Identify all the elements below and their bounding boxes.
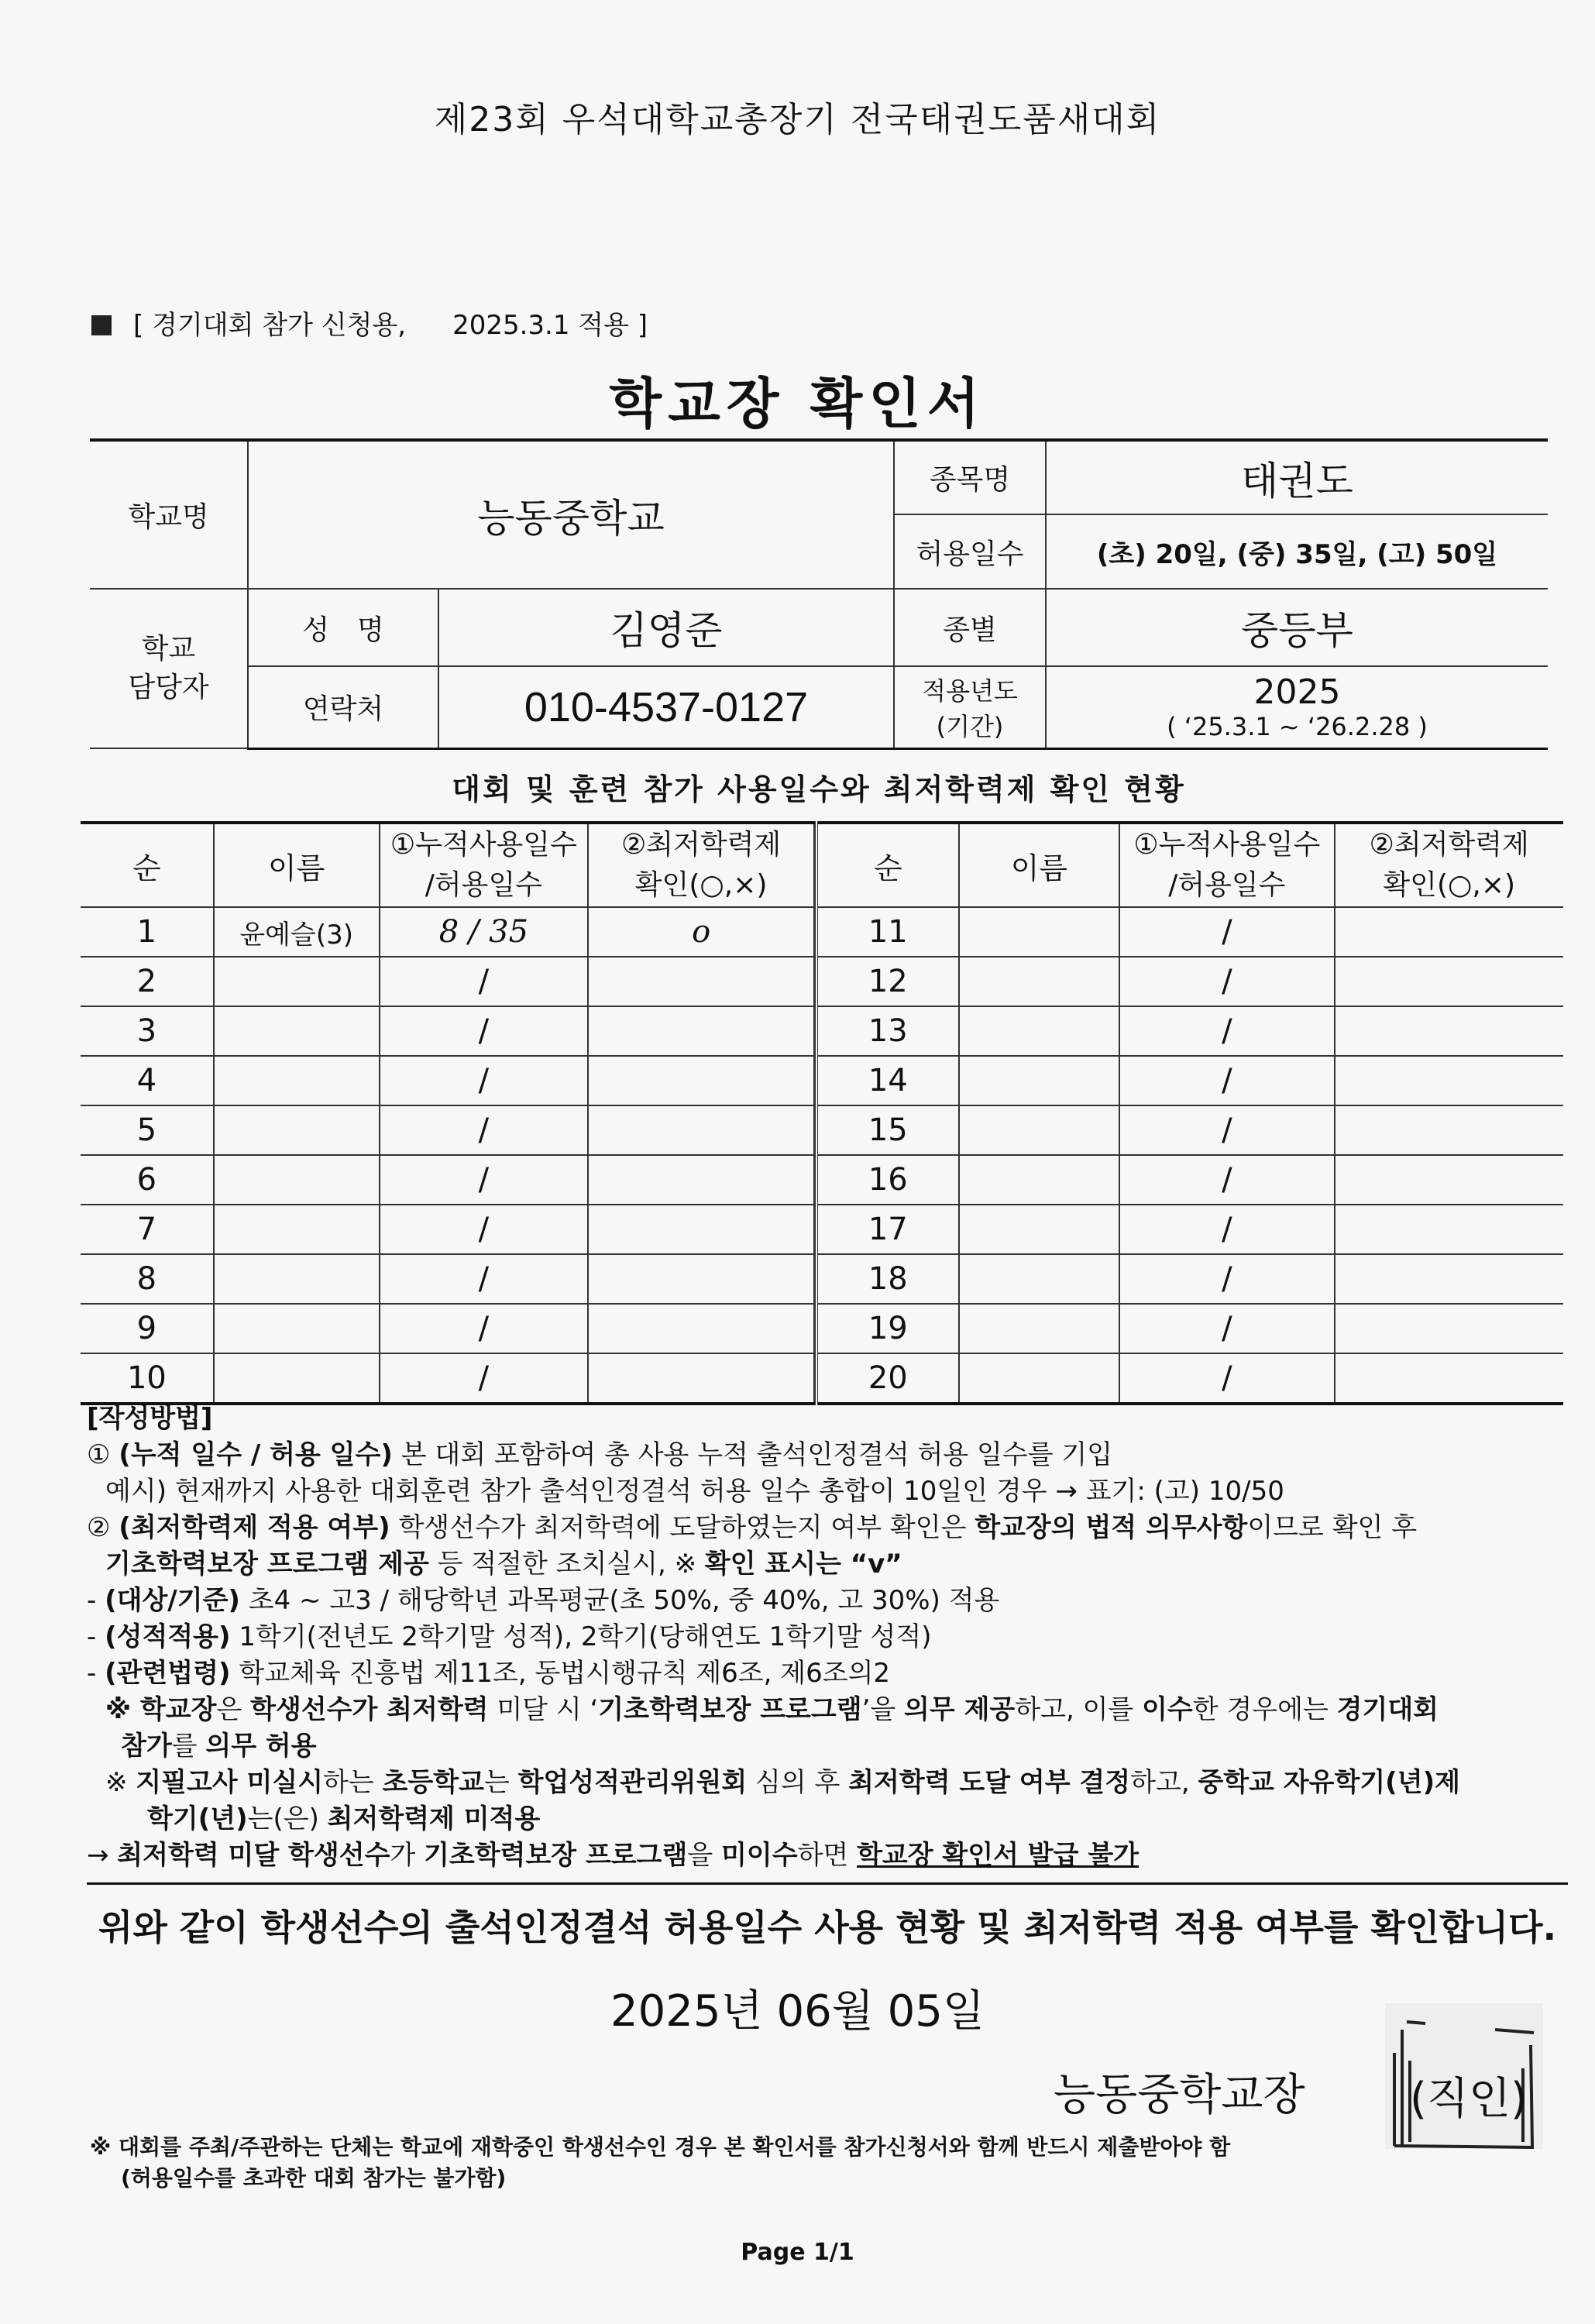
athlete-name — [959, 1155, 1120, 1205]
min-grade-check — [1335, 1105, 1564, 1155]
row-number: 11 — [816, 907, 959, 957]
usage-table-right — [815, 821, 1563, 1405]
col-days: ①누적사용일수 /허용일수 — [1119, 823, 1334, 907]
instruction-line: ※ 지필고사 미실시하는 초등학교는 학업성적관리위원회 심의 후 최저학력 도달 여부 결정하고, 중학교 자유학기(년)제 — [105, 1767, 1460, 1798]
bullet-square-icon — [91, 315, 112, 335]
instruction-line: → 최저학력 미달 학생선수가 기초학력보장 프로그램을 미이수하면 학교장 확인서 발급 불가 — [87, 1840, 1140, 1871]
table-row — [81, 1056, 814, 1105]
usage-days: / — [1119, 1056, 1334, 1105]
seal-label: (직인) — [1410, 2074, 1528, 2124]
usage-days: / — [1119, 1105, 1334, 1155]
usage-days: / — [1119, 1155, 1334, 1205]
athlete-name: 윤예슬(3) — [214, 907, 380, 957]
instruction-line: - (성적적용) 1학기(전년도 2학기말 성적), 2학기(당해연도 1학기말 성적) — [87, 1621, 932, 1652]
instruction-line: ② (최저학력제 적용 여부) 학생선수가 최저학력에 도달하였는지 여부 확인은 학교장의 법적 의무사항이므로 확인 후 — [87, 1512, 1418, 1543]
contact-value: 010-4537-0127 — [438, 666, 894, 748]
year-period: ( ‘25.3.1 ~ ‘26.2.28 ) — [1167, 712, 1428, 742]
athlete-name — [214, 1205, 380, 1254]
year-label: 적용년도 — [922, 676, 1018, 706]
row-number: 12 — [816, 957, 959, 1006]
allow-days-value: (초) 20일, (중) 35일, (고) 50일 — [1046, 514, 1548, 589]
row-number: 4 — [81, 1056, 214, 1105]
col-name: 이름 — [214, 823, 380, 907]
min-grade-check — [588, 1304, 814, 1353]
table-row — [81, 1353, 814, 1404]
min-grade-check — [1335, 1006, 1564, 1056]
min-grade-check — [1335, 1205, 1564, 1254]
instruction-line: 참가를 의무 허용 — [121, 1731, 317, 1762]
row-number: 16 — [816, 1155, 959, 1205]
table-row — [81, 907, 814, 957]
name-label: 성 명 — [248, 589, 438, 666]
info-table — [90, 438, 1548, 750]
table-row — [81, 1105, 814, 1155]
table-row — [816, 1006, 1563, 1056]
min-grade-check — [588, 1006, 814, 1056]
application-meta — [91, 304, 648, 342]
row-number: 14 — [816, 1056, 959, 1105]
page-number: Page 1/1 — [741, 2239, 854, 2266]
col-name: 이름 — [959, 823, 1120, 907]
usage-days: / — [1119, 1353, 1334, 1404]
year-value-cell — [1046, 666, 1548, 748]
division-value: 중등부 — [1046, 589, 1548, 666]
issue-date: 2025년 06월 05일 — [610, 1986, 985, 2037]
athlete-name — [959, 907, 1120, 957]
usage-days: / — [1119, 1304, 1334, 1353]
athlete-name — [959, 1353, 1120, 1404]
min-grade-check — [588, 1205, 814, 1254]
sport-value: 태권도 — [1046, 440, 1548, 514]
min-grade-check — [588, 957, 814, 1006]
instructions — [87, 1401, 1574, 1874]
min-grade-check — [588, 1353, 814, 1404]
athlete-name — [214, 1006, 380, 1056]
row-number: 7 — [81, 1205, 214, 1254]
table-row — [81, 957, 814, 1006]
table-row — [816, 1353, 1563, 1404]
usage-days: / — [380, 1353, 589, 1404]
row-number: 15 — [816, 1105, 959, 1155]
min-grade-check — [1335, 907, 1564, 957]
instruction-line: ① (누적 일수 / 허용 일수) 본 대회 포함하여 총 사용 누적 출석인정결석 허용 일수를 기입 — [87, 1439, 1113, 1470]
min-grade-check — [588, 1056, 814, 1105]
min-grade-check — [588, 1105, 814, 1155]
meta-label: [ 경기대회 참가 신청용, — [133, 310, 407, 341]
usage-days: / — [380, 1304, 589, 1353]
athlete-name — [214, 1304, 380, 1353]
usage-days: / — [380, 1205, 589, 1254]
allow-days-label: 허용일수 — [894, 514, 1046, 589]
event-title: 제23회 우석대학교총장기 전국태권도품새대회 — [434, 100, 1161, 139]
usage-days: / — [1119, 1006, 1334, 1056]
athlete-name — [959, 957, 1120, 1006]
usage-table-left — [81, 821, 815, 1405]
sport-label: 종목명 — [894, 440, 1046, 514]
athlete-name — [959, 1205, 1120, 1254]
row-number: 10 — [81, 1353, 214, 1404]
instruction-line: 학기(년)는(은) 최저학력제 미적용 — [147, 1803, 541, 1834]
year-label-cell — [894, 666, 1046, 748]
table-row — [816, 1254, 1563, 1304]
usage-days: / — [1119, 957, 1334, 1006]
athlete-name — [214, 1155, 380, 1205]
meta-date: 2025.3.1 적용 ] — [452, 310, 648, 341]
usage-days: / — [1119, 907, 1334, 957]
min-grade-check — [1335, 1254, 1564, 1304]
min-grade-check — [588, 1254, 814, 1304]
row-number: 5 — [81, 1105, 214, 1155]
row-number: 13 — [816, 1006, 959, 1056]
min-grade-check — [588, 1155, 814, 1205]
usage-days: / — [380, 1155, 589, 1205]
year-period-label: (기간) — [936, 711, 1004, 741]
table-row — [81, 1205, 814, 1254]
col-no: 순 — [816, 823, 959, 907]
usage-days: / — [1119, 1254, 1334, 1304]
instruction-line: - (대상/기준) 초4 ~ 고3 / 해당학년 과목평균(초 50%, 중 40%, 고 30%) 적용 — [87, 1585, 1000, 1616]
school-value: 능동중학교 — [248, 440, 894, 589]
manager-label: 학교 담당자 — [90, 589, 248, 748]
usage-days: / — [380, 1105, 589, 1155]
divider — [87, 1882, 1568, 1885]
min-grade-check — [1335, 1155, 1564, 1205]
athlete-name — [214, 1105, 380, 1155]
row-number: 3 — [81, 1006, 214, 1056]
row-number: 18 — [816, 1254, 959, 1304]
row-number: 8 — [81, 1254, 214, 1304]
instruction-line: 예시) 현재까지 사용한 대회훈련 참가 출석인정결석 허용 일수 총합이 10일인 경우 → 표기: (고) 10/50 — [105, 1476, 1284, 1507]
school-label: 학교명 — [90, 440, 248, 589]
row-number: 1 — [81, 907, 214, 957]
athlete-name — [959, 1105, 1120, 1155]
instruction-line: - (관련법령) 학교체육 진흥법 제11조, 동법시행규칙 제6조, 제6조의2 — [87, 1658, 891, 1689]
usage-days: / — [380, 1254, 589, 1304]
col-min-grade: ②최저학력제 확인(○,×) — [588, 823, 814, 907]
table-row — [816, 1304, 1563, 1353]
table-row — [816, 1155, 1563, 1205]
table-row — [816, 1056, 1563, 1105]
min-grade-check — [1335, 1056, 1564, 1105]
usage-days: / — [1119, 1205, 1334, 1254]
table-row — [81, 1006, 814, 1056]
usage-days: 8 / 35 — [380, 907, 589, 957]
table-row — [816, 957, 1563, 1006]
col-min-grade: ②최저학력제 확인(○,×) — [1335, 823, 1564, 907]
usage-days: / — [380, 957, 589, 1006]
table-row — [816, 1205, 1563, 1254]
athlete-name — [214, 1353, 380, 1404]
footnote-line: ※ 대회를 주최/주관하는 단체는 학교에 재학중인 학생선수인 경우 본 확인서를 참가신청서와 함께 반드시 제출받아야 함 — [90, 2134, 1231, 2160]
athlete-name — [214, 1254, 380, 1304]
table-row — [81, 1304, 814, 1353]
min-grade-check — [1335, 1353, 1564, 1404]
usage-days: / — [380, 1056, 589, 1105]
row-number: 6 — [81, 1155, 214, 1205]
row-number: 19 — [816, 1304, 959, 1353]
athlete-name — [214, 1056, 380, 1105]
section-title: 대회 및 훈련 참가 사용일수와 최저학력제 확인 현황 — [452, 772, 1186, 806]
footnote-line: (허용일수를 초과한 대회 참가는 불가함) — [121, 2165, 507, 2191]
athlete-name — [959, 1006, 1120, 1056]
col-no: 순 — [81, 823, 214, 907]
table-row — [81, 1155, 814, 1205]
document-title: 학교장 확인서 — [609, 372, 986, 435]
table-row — [816, 1105, 1563, 1155]
min-grade-check — [1335, 957, 1564, 1006]
athlete-name — [959, 1254, 1120, 1304]
confirm-statement: 위와 같이 학생선수의 출석인정결석 허용일수 사용 현황 및 최저학력 적용 여부를 확인합니다. — [98, 1906, 1557, 1948]
min-grade-check — [1335, 1304, 1564, 1353]
min-grade-check: o — [588, 907, 814, 957]
athlete-name — [214, 957, 380, 1006]
division-label: 종별 — [894, 589, 1046, 666]
instructions-heading: [작성방법] — [87, 1403, 213, 1434]
col-days: ①누적사용일수 /허용일수 — [380, 823, 589, 907]
principal-name: 능동중학교장 — [1054, 2070, 1305, 2120]
row-number: 20 — [816, 1353, 959, 1404]
athlete-name — [959, 1056, 1120, 1105]
name-value: 김영준 — [438, 589, 894, 666]
instruction-line: ※ 학교장은 학생선수가 최저학력 미달 시 ‘기초학력보장 프로그램’을 의무 제공하고, 이를 이수한 경우에는 경기대회 — [105, 1694, 1439, 1725]
row-number: 2 — [81, 957, 214, 1006]
table-row — [81, 1254, 814, 1304]
contact-label: 연락처 — [248, 666, 438, 748]
table-row — [816, 907, 1563, 957]
instruction-line: 기초학력보장 프로그램 제공 등 적절한 조치실시, ※ 확인 표시는 “v” — [105, 1549, 902, 1580]
footnote — [90, 2132, 1230, 2194]
usage-days: / — [380, 1006, 589, 1056]
row-number: 17 — [816, 1205, 959, 1254]
row-number: 9 — [81, 1304, 214, 1353]
athlete-name — [959, 1304, 1120, 1353]
year-value: 2025 — [1253, 672, 1341, 713]
